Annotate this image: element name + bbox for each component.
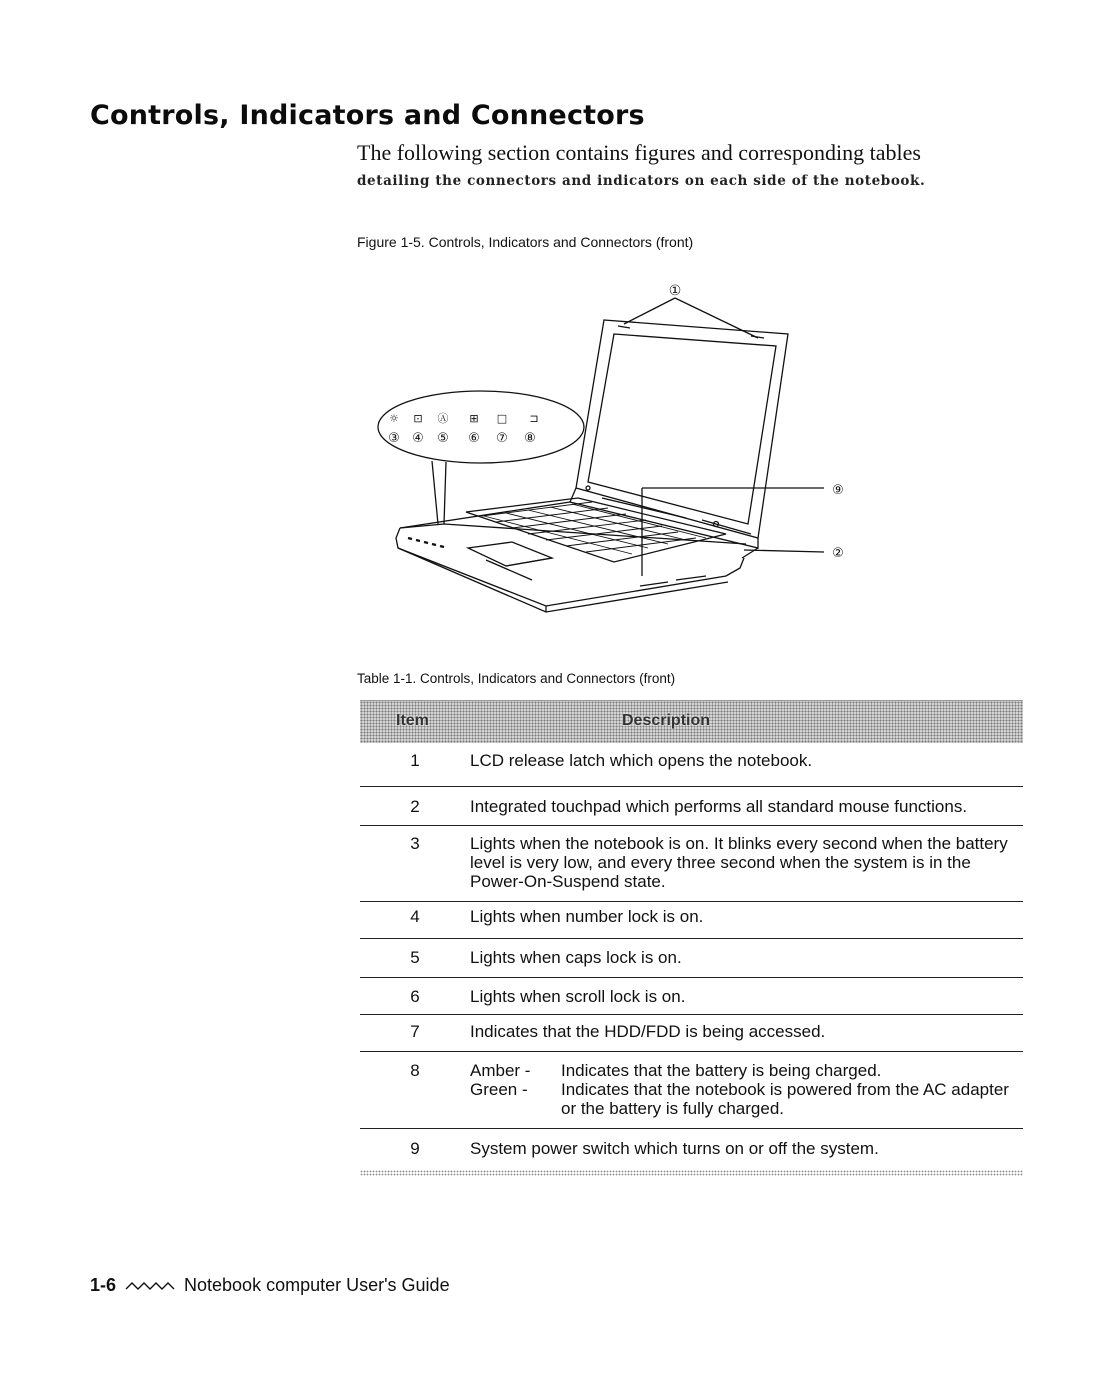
- sub-text: Indicates that the battery is being charged.: [561, 1061, 882, 1080]
- row-description: Indicates that the HDD/FDD is being accessed.: [470, 1022, 826, 1041]
- row-item: 4: [410, 907, 420, 926]
- table-row: [360, 977, 1023, 1014]
- row-description: System power switch which turns on or off the system.: [470, 1139, 879, 1158]
- table-row: [360, 901, 1023, 938]
- row-description: Lights when scroll lock is on.: [470, 987, 686, 1006]
- row-description: Lights when number lock is on.: [470, 907, 704, 926]
- callout-8: ⑧: [524, 431, 536, 446]
- indicator-icon-disk: □: [496, 412, 508, 425]
- table-row: [360, 786, 1023, 825]
- sub-entry-green: [470, 1080, 1013, 1118]
- intro-line-2: detailing the connectors and indicators on each side of the notebook.: [357, 173, 926, 189]
- row-description: [470, 1061, 1023, 1118]
- sub-label: Amber -: [470, 1061, 531, 1080]
- callout-6: ⑥: [468, 431, 480, 446]
- table-row: [360, 938, 1023, 977]
- page-number: 1-6: [90, 1275, 117, 1295]
- row-item: 7: [410, 1022, 420, 1041]
- guide-title: Notebook computer User's Guide: [184, 1275, 450, 1295]
- callout-3: ③: [388, 431, 400, 446]
- table-header: [360, 700, 1023, 743]
- callout-9: ⑨: [832, 483, 844, 498]
- wave-divider-icon: [124, 1280, 176, 1292]
- indicator-icon-battery: ⊐: [529, 412, 539, 425]
- callout-7: ⑦: [496, 431, 508, 446]
- controls-table: [360, 700, 1023, 1176]
- row-item: 5: [410, 948, 420, 967]
- header-description: Description: [622, 712, 711, 729]
- callout-5: ⑤: [437, 431, 449, 446]
- row-item: 1: [410, 751, 420, 770]
- callout-4: ④: [412, 431, 424, 446]
- row-item: 3: [410, 834, 420, 853]
- table-bottom-rule: [360, 1170, 1023, 1176]
- row-item: 6: [410, 987, 420, 1006]
- sub-entry-amber: [470, 1061, 1013, 1080]
- sub-text: Indicates that the notebook is powered from the AC adapter or the battery is fully charged.: [561, 1080, 1009, 1118]
- sub-label: Green -: [470, 1080, 528, 1099]
- notebook-front-figure: [356, 276, 856, 626]
- table-row: [360, 1014, 1023, 1051]
- intro-line-1: The following section contains figures and corresponding tables: [357, 140, 921, 165]
- table-caption: Table 1-1. Controls, Indicators and Connectors (front): [357, 671, 676, 686]
- page-footer: [90, 1275, 450, 1296]
- row-description: Lights when caps lock is on.: [470, 948, 682, 967]
- indicator-icon-power: ☼: [389, 412, 399, 425]
- row-description: LCD release latch which opens the notebook.: [470, 751, 813, 770]
- indicator-icon-scrolllock: ⊞: [469, 412, 479, 425]
- table-row: [360, 743, 1023, 786]
- row-item: 9: [410, 1139, 420, 1158]
- header-item: Item: [396, 712, 429, 729]
- figure-caption: Figure 1-5. Controls, Indicators and Connectors (front): [357, 234, 694, 250]
- row-description: Integrated touchpad which performs all standard mouse functions.: [470, 797, 968, 816]
- table-row: [360, 825, 1023, 901]
- table-row: [360, 1128, 1023, 1160]
- indicator-icon-numlock: ⊡: [413, 412, 423, 425]
- row-item: 8: [410, 1061, 420, 1080]
- callout-2: ②: [832, 546, 844, 561]
- page-title: Controls, Indicators and Connectors: [90, 100, 645, 131]
- indicator-icon-capslock: Ⓐ: [437, 412, 449, 425]
- table-row: [360, 1051, 1023, 1128]
- callout-1: ①: [668, 283, 682, 299]
- row-description: Lights when the notebook is on. It blinks every second when the battery level is very low, and every three second when the system is in the Power-On-Suspend state.: [470, 834, 1008, 891]
- row-item: 2: [410, 797, 420, 816]
